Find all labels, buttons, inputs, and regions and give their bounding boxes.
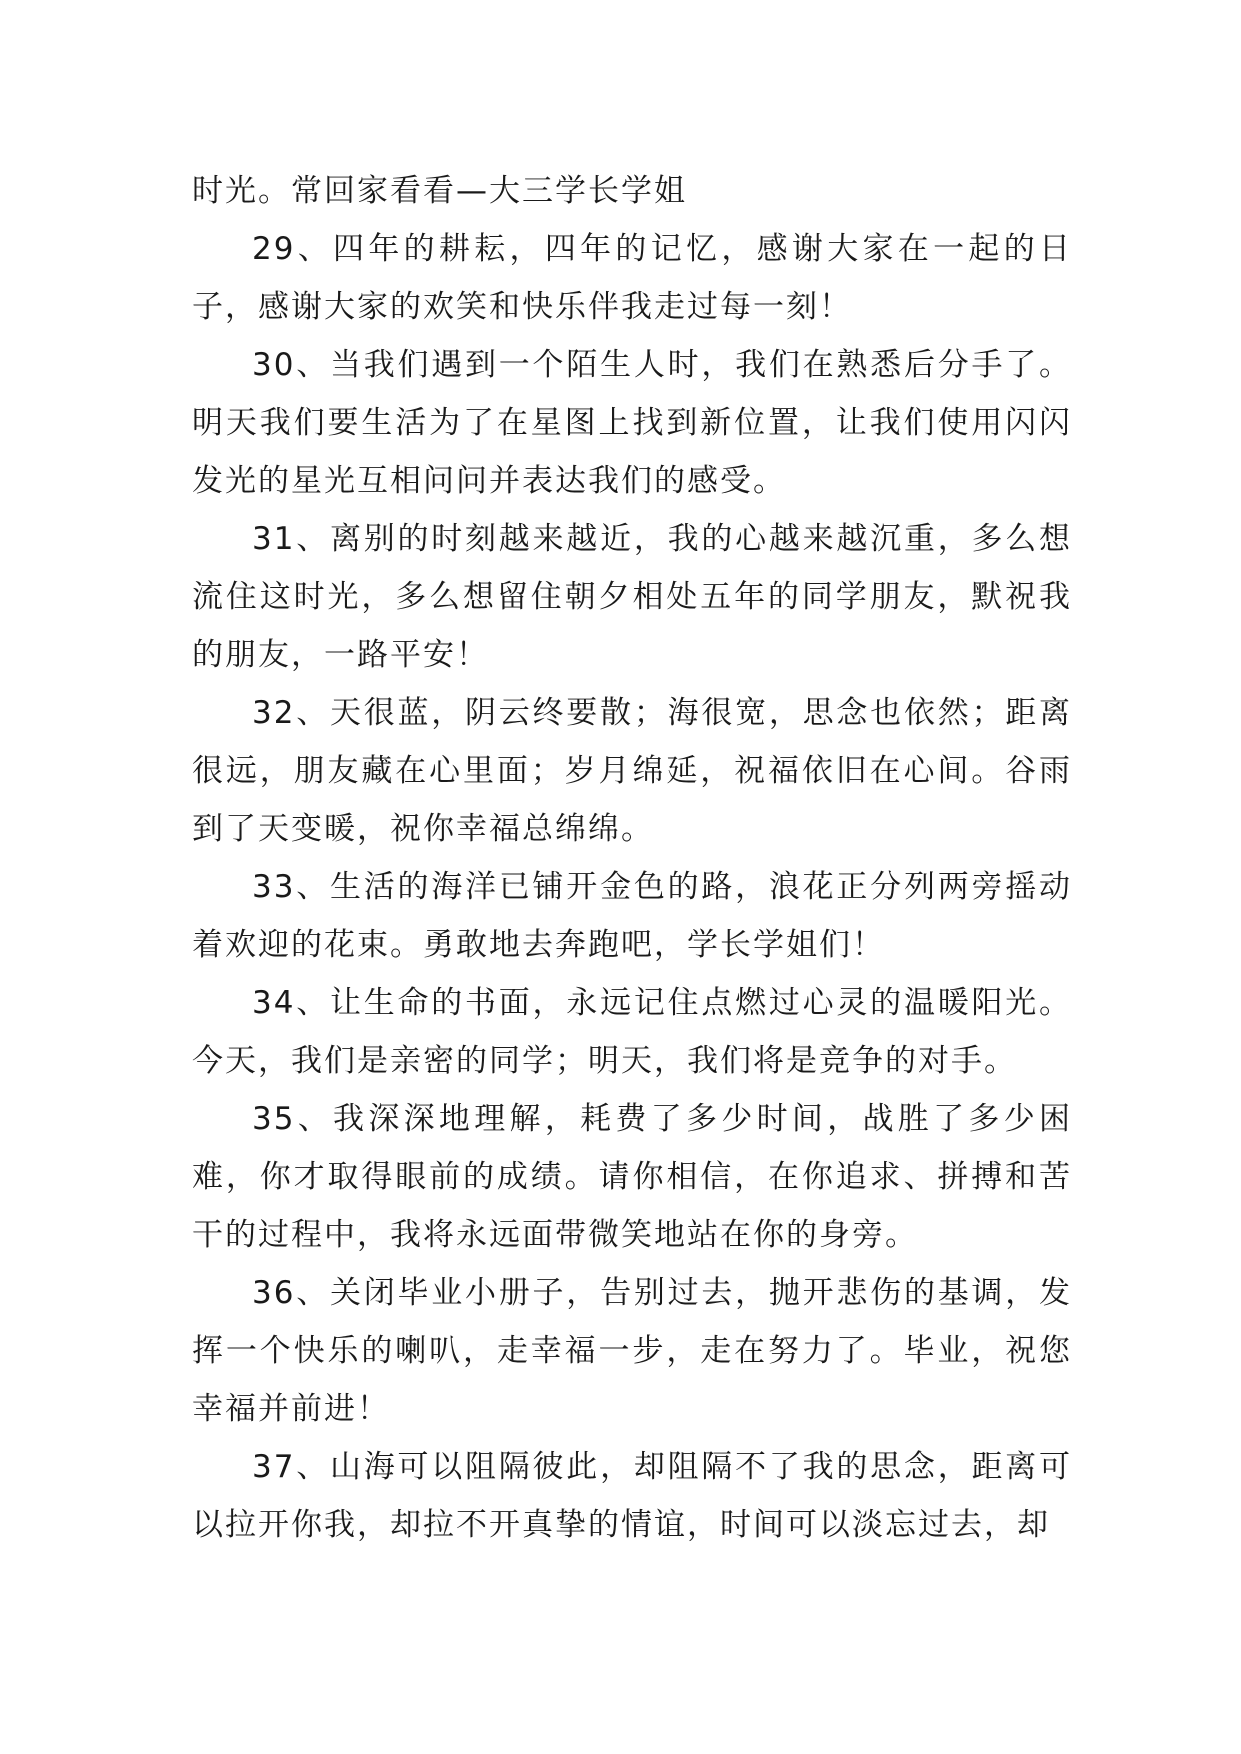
paragraph-35: 35、我深深地理解，耗费了多少时间，战胜了多少困难，你才取得眼前的成绩。请你相信，在你追求、拼搏和苦干的过程中，我将永远面带微笑地站在你的身旁。 [192, 1101, 1072, 1253]
paragraph-37: 37、山海可以阻隔彼此，却阻隔不了我的思念，距离可以拉开你我，却拉不开真挚的情谊，时间可以淡忘过去，却 [192, 1449, 1072, 1543]
paragraph-34: 34、让生命的书面，永远记住点燃过心灵的温暖阳光。今天，我们是亲密的同学；明天，我们将是竞争的对手。 [192, 985, 1072, 1079]
paragraph-31: 31、离别的时刻越来越近，我的心越来越沉重，多么想流住这时光，多么想留住朝夕相处五年的同学朋友，默祝我的朋友，一路平安！ [192, 521, 1072, 673]
paragraph-29: 29、四年的耕耘，四年的记忆，感谢大家在一起的日子，感谢大家的欢笑和快乐伴我走过每一刻！ [192, 231, 1072, 325]
paragraph-continuation: 时光。常回家看看—大三学长学姐 [192, 173, 687, 209]
paragraph-32: 32、天很蓝，阴云终要散；海很宽，思念也依然；距离很远，朋友藏在心里面；岁月绵延，祝福依旧在心间。谷雨到了天变暖，祝你幸福总绵绵。 [192, 695, 1072, 847]
paragraph-36: 36、关闭毕业小册子，告别过去，抛开悲伤的基调，发挥一个快乐的喇叭，走幸福一步，走在努力了。毕业，祝您幸福并前进！ [192, 1275, 1072, 1427]
paragraph-33: 33、生活的海洋已铺开金色的路，浪花正分列两旁摇动着欢迎的花束。勇敢地去奔跑吧，学长学姐们！ [192, 869, 1072, 963]
paragraph-30: 30、当我们遇到一个陌生人时，我们在熟悉后分手了。明天我们要生活为了在星图上找到新位置，让我们使用闪闪发光的星光互相问问并表达我们的感受。 [192, 347, 1072, 499]
document-body [192, 162, 1072, 1554]
